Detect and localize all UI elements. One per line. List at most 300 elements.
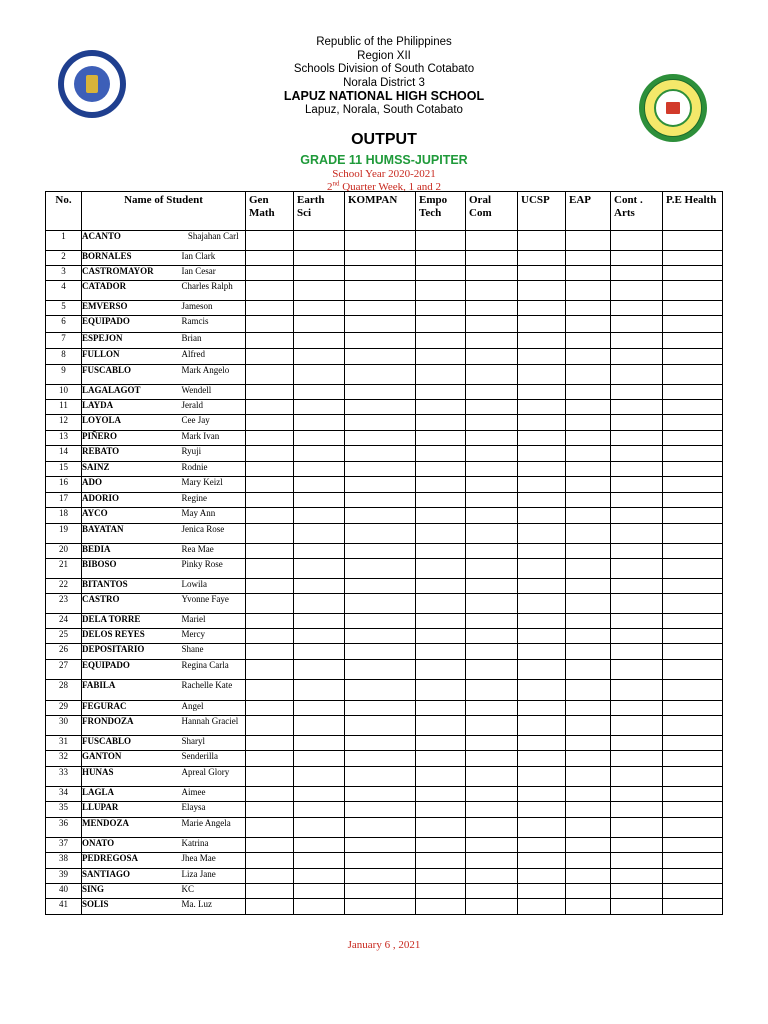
grade-cell[interactable] xyxy=(518,415,566,431)
grade-cell[interactable] xyxy=(663,701,723,716)
grade-cell[interactable] xyxy=(246,301,294,316)
grade-cell[interactable] xyxy=(611,365,663,385)
grade-cell[interactable] xyxy=(611,838,663,853)
grade-cell[interactable] xyxy=(611,751,663,767)
grade-cell[interactable] xyxy=(518,751,566,767)
grade-cell[interactable] xyxy=(566,462,611,477)
grade-cell[interactable] xyxy=(416,349,466,365)
grade-cell[interactable] xyxy=(466,477,518,493)
grade-cell[interactable] xyxy=(518,524,566,544)
grade-cell[interactable] xyxy=(345,751,416,767)
grade-cell[interactable] xyxy=(294,736,345,751)
grade-cell[interactable] xyxy=(416,680,466,701)
grade-cell[interactable] xyxy=(518,818,566,838)
grade-cell[interactable] xyxy=(294,559,345,579)
grade-cell[interactable] xyxy=(466,431,518,446)
grade-cell[interactable] xyxy=(466,559,518,579)
grade-cell[interactable] xyxy=(345,400,416,415)
grade-cell[interactable] xyxy=(345,594,416,614)
grade-cell[interactable] xyxy=(611,660,663,680)
grade-cell[interactable] xyxy=(566,251,611,266)
grade-cell[interactable] xyxy=(345,660,416,680)
grade-cell[interactable] xyxy=(663,680,723,701)
grade-cell[interactable] xyxy=(566,660,611,680)
grade-cell[interactable] xyxy=(246,802,294,818)
grade-cell[interactable] xyxy=(466,524,518,544)
grade-cell[interactable] xyxy=(611,477,663,493)
grade-cell[interactable] xyxy=(345,281,416,301)
grade-cell[interactable] xyxy=(246,385,294,400)
grade-cell[interactable] xyxy=(611,231,663,251)
grade-cell[interactable] xyxy=(416,415,466,431)
grade-cell[interactable] xyxy=(611,559,663,579)
grade-cell[interactable] xyxy=(345,579,416,594)
grade-cell[interactable] xyxy=(518,266,566,281)
grade-cell[interactable] xyxy=(518,493,566,508)
grade-cell[interactable] xyxy=(466,446,518,462)
grade-cell[interactable] xyxy=(246,462,294,477)
grade-cell[interactable] xyxy=(663,716,723,736)
grade-cell[interactable] xyxy=(518,838,566,853)
grade-cell[interactable] xyxy=(345,333,416,349)
grade-cell[interactable] xyxy=(246,415,294,431)
grade-cell[interactable] xyxy=(466,266,518,281)
grade-cell[interactable] xyxy=(416,462,466,477)
grade-cell[interactable] xyxy=(611,400,663,415)
grade-cell[interactable] xyxy=(416,802,466,818)
grade-cell[interactable] xyxy=(663,802,723,818)
grade-cell[interactable] xyxy=(466,644,518,660)
grade-cell[interactable] xyxy=(566,736,611,751)
grade-cell[interactable] xyxy=(416,869,466,884)
grade-cell[interactable] xyxy=(294,869,345,884)
grade-cell[interactable] xyxy=(611,594,663,614)
grade-cell[interactable] xyxy=(466,629,518,644)
grade-cell[interactable] xyxy=(294,251,345,266)
grade-cell[interactable] xyxy=(611,349,663,365)
grade-cell[interactable] xyxy=(246,899,294,915)
grade-cell[interactable] xyxy=(518,446,566,462)
grade-cell[interactable] xyxy=(611,462,663,477)
grade-cell[interactable] xyxy=(663,594,723,614)
grade-cell[interactable] xyxy=(294,802,345,818)
grade-cell[interactable] xyxy=(294,431,345,446)
grade-cell[interactable] xyxy=(246,614,294,629)
grade-cell[interactable] xyxy=(518,680,566,701)
grade-cell[interactable] xyxy=(518,559,566,579)
grade-cell[interactable] xyxy=(566,446,611,462)
grade-cell[interactable] xyxy=(294,349,345,365)
grade-cell[interactable] xyxy=(566,559,611,579)
grade-cell[interactable] xyxy=(345,316,416,333)
grade-cell[interactable] xyxy=(294,524,345,544)
grade-cell[interactable] xyxy=(518,802,566,818)
grade-cell[interactable] xyxy=(466,365,518,385)
grade-cell[interactable] xyxy=(345,477,416,493)
grade-cell[interactable] xyxy=(345,853,416,869)
grade-cell[interactable] xyxy=(416,787,466,802)
grade-cell[interactable] xyxy=(416,385,466,400)
grade-cell[interactable] xyxy=(518,869,566,884)
grade-cell[interactable] xyxy=(611,251,663,266)
grade-cell[interactable] xyxy=(246,736,294,751)
grade-cell[interactable] xyxy=(518,767,566,787)
grade-cell[interactable] xyxy=(345,767,416,787)
grade-cell[interactable] xyxy=(518,400,566,415)
grade-cell[interactable] xyxy=(246,431,294,446)
grade-cell[interactable] xyxy=(566,767,611,787)
grade-cell[interactable] xyxy=(566,365,611,385)
grade-cell[interactable] xyxy=(294,853,345,869)
grade-cell[interactable] xyxy=(566,544,611,559)
grade-cell[interactable] xyxy=(345,544,416,559)
grade-cell[interactable] xyxy=(663,559,723,579)
grade-cell[interactable] xyxy=(611,818,663,838)
grade-cell[interactable] xyxy=(416,838,466,853)
grade-cell[interactable] xyxy=(416,316,466,333)
grade-cell[interactable] xyxy=(566,508,611,524)
grade-cell[interactable] xyxy=(246,884,294,899)
grade-cell[interactable] xyxy=(294,751,345,767)
grade-cell[interactable] xyxy=(246,644,294,660)
grade-cell[interactable] xyxy=(246,869,294,884)
grade-cell[interactable] xyxy=(294,266,345,281)
grade-cell[interactable] xyxy=(416,594,466,614)
grade-cell[interactable] xyxy=(611,266,663,281)
grade-cell[interactable] xyxy=(294,544,345,559)
grade-cell[interactable] xyxy=(246,818,294,838)
grade-cell[interactable] xyxy=(611,899,663,915)
grade-cell[interactable] xyxy=(345,787,416,802)
grade-cell[interactable] xyxy=(416,736,466,751)
grade-cell[interactable] xyxy=(294,316,345,333)
grade-cell[interactable] xyxy=(345,508,416,524)
grade-cell[interactable] xyxy=(294,365,345,385)
grade-cell[interactable] xyxy=(663,853,723,869)
grade-cell[interactable] xyxy=(294,333,345,349)
grade-cell[interactable] xyxy=(518,508,566,524)
grade-cell[interactable] xyxy=(466,400,518,415)
grade-cell[interactable] xyxy=(611,680,663,701)
grade-cell[interactable] xyxy=(246,629,294,644)
grade-cell[interactable] xyxy=(566,869,611,884)
grade-cell[interactable] xyxy=(518,660,566,680)
grade-cell[interactable] xyxy=(466,818,518,838)
grade-cell[interactable] xyxy=(246,349,294,365)
grade-cell[interactable] xyxy=(663,301,723,316)
grade-cell[interactable] xyxy=(663,508,723,524)
grade-cell[interactable] xyxy=(611,884,663,899)
grade-cell[interactable] xyxy=(663,818,723,838)
grade-cell[interactable] xyxy=(466,869,518,884)
grade-cell[interactable] xyxy=(466,716,518,736)
grade-cell[interactable] xyxy=(466,594,518,614)
grade-cell[interactable] xyxy=(416,853,466,869)
grade-cell[interactable] xyxy=(466,333,518,349)
grade-cell[interactable] xyxy=(566,751,611,767)
grade-cell[interactable] xyxy=(566,301,611,316)
grade-cell[interactable] xyxy=(518,899,566,915)
grade-cell[interactable] xyxy=(416,524,466,544)
grade-cell[interactable] xyxy=(246,716,294,736)
grade-cell[interactable] xyxy=(611,736,663,751)
grade-cell[interactable] xyxy=(466,579,518,594)
grade-cell[interactable] xyxy=(611,614,663,629)
grade-cell[interactable] xyxy=(246,544,294,559)
grade-cell[interactable] xyxy=(663,333,723,349)
grade-cell[interactable] xyxy=(345,431,416,446)
grade-cell[interactable] xyxy=(663,524,723,544)
grade-cell[interactable] xyxy=(518,614,566,629)
grade-cell[interactable] xyxy=(246,266,294,281)
grade-cell[interactable] xyxy=(518,787,566,802)
grade-cell[interactable] xyxy=(345,251,416,266)
grade-cell[interactable] xyxy=(345,524,416,544)
grade-cell[interactable] xyxy=(566,884,611,899)
grade-cell[interactable] xyxy=(416,301,466,316)
grade-cell[interactable] xyxy=(566,716,611,736)
grade-cell[interactable] xyxy=(611,853,663,869)
grade-cell[interactable] xyxy=(663,415,723,431)
grade-cell[interactable] xyxy=(663,838,723,853)
grade-cell[interactable] xyxy=(611,524,663,544)
grade-cell[interactable] xyxy=(518,644,566,660)
grade-cell[interactable] xyxy=(294,579,345,594)
grade-cell[interactable] xyxy=(416,716,466,736)
grade-cell[interactable] xyxy=(566,629,611,644)
grade-cell[interactable] xyxy=(345,680,416,701)
grade-cell[interactable] xyxy=(416,251,466,266)
grade-cell[interactable] xyxy=(518,629,566,644)
grade-cell[interactable] xyxy=(518,477,566,493)
grade-cell[interactable] xyxy=(566,431,611,446)
grade-cell[interactable] xyxy=(611,333,663,349)
grade-cell[interactable] xyxy=(294,716,345,736)
grade-cell[interactable] xyxy=(663,477,723,493)
grade-cell[interactable] xyxy=(663,385,723,400)
grade-cell[interactable] xyxy=(345,462,416,477)
grade-cell[interactable] xyxy=(294,701,345,716)
grade-cell[interactable] xyxy=(416,614,466,629)
grade-cell[interactable] xyxy=(416,544,466,559)
grade-cell[interactable] xyxy=(345,701,416,716)
grade-cell[interactable] xyxy=(611,701,663,716)
grade-cell[interactable] xyxy=(416,365,466,385)
grade-cell[interactable] xyxy=(345,231,416,251)
grade-cell[interactable] xyxy=(611,316,663,333)
grade-cell[interactable] xyxy=(246,838,294,853)
grade-cell[interactable] xyxy=(416,508,466,524)
grade-cell[interactable] xyxy=(294,644,345,660)
grade-cell[interactable] xyxy=(566,818,611,838)
grade-cell[interactable] xyxy=(416,751,466,767)
grade-cell[interactable] xyxy=(611,415,663,431)
grade-cell[interactable] xyxy=(566,614,611,629)
grade-cell[interactable] xyxy=(566,899,611,915)
grade-cell[interactable] xyxy=(466,853,518,869)
grade-cell[interactable] xyxy=(345,446,416,462)
grade-cell[interactable] xyxy=(416,818,466,838)
grade-cell[interactable] xyxy=(466,802,518,818)
grade-cell[interactable] xyxy=(416,629,466,644)
grade-cell[interactable] xyxy=(466,316,518,333)
grade-cell[interactable] xyxy=(663,431,723,446)
grade-cell[interactable] xyxy=(345,365,416,385)
grade-cell[interactable] xyxy=(663,767,723,787)
grade-cell[interactable] xyxy=(611,544,663,559)
grade-cell[interactable] xyxy=(345,869,416,884)
grade-cell[interactable] xyxy=(566,349,611,365)
grade-cell[interactable] xyxy=(416,477,466,493)
grade-cell[interactable] xyxy=(566,594,611,614)
grade-cell[interactable] xyxy=(663,316,723,333)
grade-cell[interactable] xyxy=(345,301,416,316)
grade-cell[interactable] xyxy=(345,802,416,818)
grade-cell[interactable] xyxy=(663,629,723,644)
grade-cell[interactable] xyxy=(518,231,566,251)
grade-cell[interactable] xyxy=(663,462,723,477)
grade-cell[interactable] xyxy=(416,431,466,446)
grade-cell[interactable] xyxy=(416,899,466,915)
grade-cell[interactable] xyxy=(566,415,611,431)
grade-cell[interactable] xyxy=(518,594,566,614)
grade-cell[interactable] xyxy=(518,385,566,400)
grade-cell[interactable] xyxy=(294,400,345,415)
grade-cell[interactable] xyxy=(416,400,466,415)
grade-cell[interactable] xyxy=(345,818,416,838)
grade-cell[interactable] xyxy=(663,544,723,559)
grade-cell[interactable] xyxy=(246,559,294,579)
grade-cell[interactable] xyxy=(246,333,294,349)
grade-cell[interactable] xyxy=(416,559,466,579)
grade-cell[interactable] xyxy=(663,787,723,802)
grade-cell[interactable] xyxy=(345,349,416,365)
grade-cell[interactable] xyxy=(466,701,518,716)
grade-cell[interactable] xyxy=(611,508,663,524)
grade-cell[interactable] xyxy=(663,736,723,751)
grade-cell[interactable] xyxy=(466,660,518,680)
grade-cell[interactable] xyxy=(566,787,611,802)
grade-cell[interactable] xyxy=(345,415,416,431)
grade-cell[interactable] xyxy=(466,736,518,751)
grade-cell[interactable] xyxy=(518,736,566,751)
grade-cell[interactable] xyxy=(518,701,566,716)
grade-cell[interactable] xyxy=(294,884,345,899)
grade-cell[interactable] xyxy=(663,751,723,767)
grade-cell[interactable] xyxy=(611,767,663,787)
grade-cell[interactable] xyxy=(246,853,294,869)
grade-cell[interactable] xyxy=(663,231,723,251)
grade-cell[interactable] xyxy=(294,281,345,301)
grade-cell[interactable] xyxy=(345,736,416,751)
grade-cell[interactable] xyxy=(566,400,611,415)
grade-cell[interactable] xyxy=(345,493,416,508)
grade-cell[interactable] xyxy=(663,251,723,266)
grade-cell[interactable] xyxy=(294,629,345,644)
grade-cell[interactable] xyxy=(518,431,566,446)
grade-cell[interactable] xyxy=(466,680,518,701)
grade-cell[interactable] xyxy=(663,446,723,462)
grade-cell[interactable] xyxy=(518,281,566,301)
grade-cell[interactable] xyxy=(416,333,466,349)
grade-cell[interactable] xyxy=(663,579,723,594)
grade-cell[interactable] xyxy=(246,594,294,614)
grade-cell[interactable] xyxy=(294,680,345,701)
grade-cell[interactable] xyxy=(611,787,663,802)
grade-cell[interactable] xyxy=(345,644,416,660)
grade-cell[interactable] xyxy=(294,508,345,524)
grade-cell[interactable] xyxy=(611,644,663,660)
grade-cell[interactable] xyxy=(466,301,518,316)
grade-cell[interactable] xyxy=(566,644,611,660)
grade-cell[interactable] xyxy=(566,316,611,333)
grade-cell[interactable] xyxy=(345,838,416,853)
grade-cell[interactable] xyxy=(246,680,294,701)
grade-cell[interactable] xyxy=(345,716,416,736)
grade-cell[interactable] xyxy=(663,660,723,680)
grade-cell[interactable] xyxy=(611,629,663,644)
grade-cell[interactable] xyxy=(611,869,663,884)
grade-cell[interactable] xyxy=(466,767,518,787)
grade-cell[interactable] xyxy=(518,301,566,316)
grade-cell[interactable] xyxy=(246,660,294,680)
grade-cell[interactable] xyxy=(566,477,611,493)
grade-cell[interactable] xyxy=(466,349,518,365)
grade-cell[interactable] xyxy=(663,614,723,629)
grade-cell[interactable] xyxy=(345,559,416,579)
grade-cell[interactable] xyxy=(518,716,566,736)
grade-cell[interactable] xyxy=(466,385,518,400)
grade-cell[interactable] xyxy=(466,614,518,629)
grade-cell[interactable] xyxy=(518,853,566,869)
grade-cell[interactable] xyxy=(416,266,466,281)
grade-cell[interactable] xyxy=(466,281,518,301)
grade-cell[interactable] xyxy=(663,365,723,385)
grade-cell[interactable] xyxy=(566,579,611,594)
grade-cell[interactable] xyxy=(518,365,566,385)
grade-cell[interactable] xyxy=(518,544,566,559)
grade-cell[interactable] xyxy=(294,899,345,915)
grade-cell[interactable] xyxy=(466,462,518,477)
grade-cell[interactable] xyxy=(416,579,466,594)
grade-cell[interactable] xyxy=(345,899,416,915)
grade-cell[interactable] xyxy=(294,462,345,477)
grade-cell[interactable] xyxy=(246,251,294,266)
grade-cell[interactable] xyxy=(294,385,345,400)
grade-cell[interactable] xyxy=(466,251,518,266)
grade-cell[interactable] xyxy=(566,333,611,349)
grade-cell[interactable] xyxy=(416,660,466,680)
grade-cell[interactable] xyxy=(294,477,345,493)
grade-cell[interactable] xyxy=(294,767,345,787)
grade-cell[interactable] xyxy=(518,462,566,477)
grade-cell[interactable] xyxy=(246,365,294,385)
grade-cell[interactable] xyxy=(246,400,294,415)
grade-cell[interactable] xyxy=(518,333,566,349)
grade-cell[interactable] xyxy=(294,493,345,508)
grade-cell[interactable] xyxy=(466,493,518,508)
grade-cell[interactable] xyxy=(611,446,663,462)
grade-cell[interactable] xyxy=(246,446,294,462)
grade-cell[interactable] xyxy=(416,446,466,462)
grade-cell[interactable] xyxy=(466,544,518,559)
grade-cell[interactable] xyxy=(294,446,345,462)
grade-cell[interactable] xyxy=(466,508,518,524)
grade-cell[interactable] xyxy=(246,316,294,333)
grade-cell[interactable] xyxy=(663,644,723,660)
grade-cell[interactable] xyxy=(466,751,518,767)
grade-cell[interactable] xyxy=(246,767,294,787)
